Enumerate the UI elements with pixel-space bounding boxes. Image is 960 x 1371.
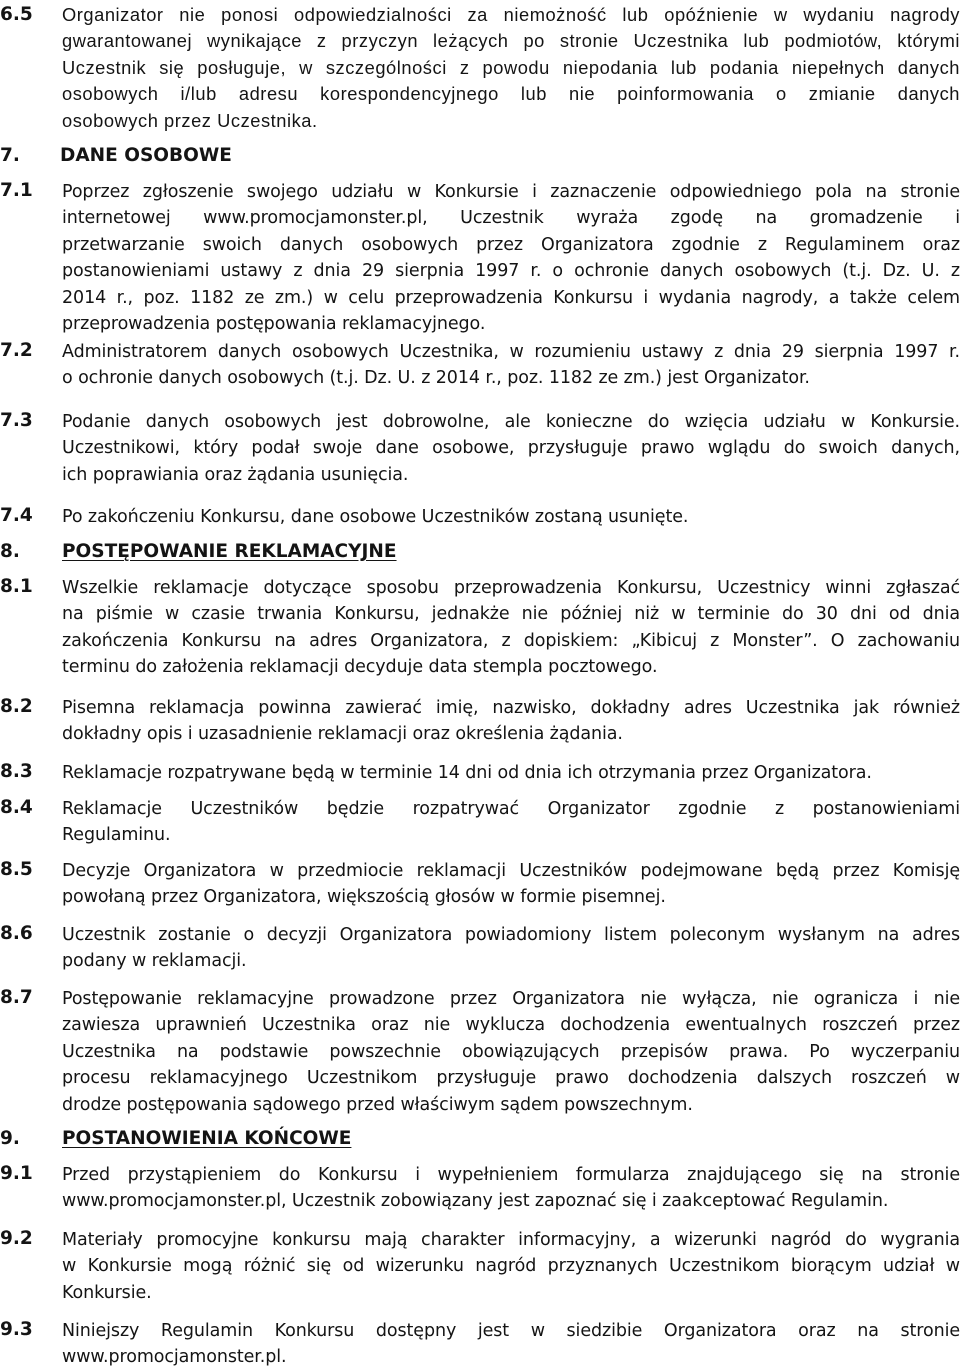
paragraph-text — [62, 796, 960, 849]
text-line: www.promocjamonster.pl, Uczestnik zobowiązany jest zapoznać się i zaakceptować Regulamin. — [62, 1191, 889, 1212]
paragraph-text — [62, 760, 960, 786]
text-line: Reklamacje Uczestników będzie rozpatrywać Organizator zgodnie z postanowieniami — [62, 799, 960, 819]
text-line: Administratorem danych osobowych Uczestnika, w rozumieniu ustawy z dnia 29 sierpnia 1997 r. — [62, 342, 960, 362]
text-line: Materiały promocyjne konkursu mają charakter informacyjny, a wizerunki nagród do wygrania — [62, 1230, 960, 1250]
paragraph-number: 7.1 — [0, 180, 33, 201]
text-line: Decyzje Organizatora w przedmiocie reklamacji Uczestników podejmowane będą przez Komisję — [62, 861, 960, 881]
text-line: Przed przystąpieniem do Konkursu i wypełnieniem formularza znajdującego się na stronie — [62, 1165, 960, 1185]
paragraph-number: 8.7 — [0, 987, 33, 1008]
text-line: Regulaminu. — [62, 825, 171, 846]
paragraph-number: 9.2 — [0, 1228, 33, 1249]
text-line: podany w reklamacji. — [62, 951, 247, 972]
paragraph-number: 8.3 — [0, 761, 33, 782]
paragraph-text — [62, 339, 960, 392]
text-line: terminu do założenia reklamacji decyduje data stempla pocztowego. — [62, 657, 658, 678]
paragraph-text — [62, 1318, 960, 1371]
section-title: POSTĘPOWANIE REKLAMACYJNE — [62, 541, 397, 562]
text-line: Podanie danych osobowych jest dobrowolne, ale konieczne do wzięcia udziału w Konkursie. — [62, 412, 960, 432]
text-line: Organizator nie ponosi odpowiedzialności za niemożność lub opóźnienie w wydaniu nagrody — [62, 4, 960, 25]
paragraph-number: 8.5 — [0, 859, 33, 880]
text-line: Poprzez zgłoszenie swojego udziału w Konkursie i zaznaczenie odpowiedniego pola na stronie — [62, 182, 960, 202]
text-line: Po zakończeniu Konkursu, dane osobowe Uczestników zostaną usunięte. — [62, 507, 689, 527]
paragraph-text — [62, 922, 960, 975]
text-line: gwarantowanej wynikające z przyczyn leżących po stronie Uczestnika lub podmiotów, którymi — [62, 30, 960, 52]
text-line: Uczestnik zostanie o decyzji Organizatora powiadomiony listem poleconym wysłanym na adres — [62, 925, 960, 945]
text-line: Reklamacje rozpatrywane będą w terminie 14 dni od dnia ich otrzymania przez Organizatora. — [62, 763, 872, 783]
text-line: o ochronie danych osobowych (t.j. Dz. U. z 2014 r., poz. 1182 ze zm.) jest Organizator. — [62, 368, 810, 389]
text-line: Konkursie. — [62, 1282, 152, 1303]
text-line: postanowieniami ustawy z dnia 29 sierpnia 1997 r. o ochronie danych osobowych (t.j. Dz. U. z — [62, 261, 960, 282]
paragraph-number: 8.4 — [0, 797, 33, 818]
text-line: procesu reklamacyjnego Uczestnikom przysługuje prawo dochodzenia dalszych roszczeń w — [62, 1068, 960, 1089]
paragraph-text — [62, 575, 960, 681]
text-line: osobowych przez Uczestnika. — [62, 109, 318, 131]
section-number: 8. — [0, 541, 20, 562]
text-line: zakończenia Konkursu na adres Organizatora, z dopiskiem: „Kibicuj z Monster”. O zachowaniu — [62, 630, 960, 651]
text-line: na piśmie w czasie trwania Konkursu, jednakże nie później niż w terminie do 30 dni od dnia — [62, 604, 960, 625]
paragraph-text — [62, 986, 960, 1118]
text-line: ich poprawiania oraz żądania usunięcia. — [62, 464, 409, 485]
paragraph-number: 9.3 — [0, 1319, 33, 1340]
text-line: Uczestnikowi, który podał swoje dane osobowe, przysługuje prawo wglądu do swoich danych, — [62, 438, 960, 459]
text-line: osobowych i/lub adresu korespondencyjnego lub nie poinformowania o zmianie danych — [62, 83, 960, 105]
paragraph-number: 7.4 — [0, 505, 33, 526]
paragraph-text — [62, 2, 960, 134]
text-line: Postępowanie reklamacyjne prowadzone przez Organizatora nie wyłącza, nie ogranicza i nie — [62, 989, 960, 1009]
paragraph-number: 8.2 — [0, 696, 33, 717]
text-line: zawiesza uprawnień Uczestnika oraz nie wyklucza dochodzenia ewentualnych roszczeń przez — [62, 1015, 960, 1036]
text-line: Wszelkie reklamacje dotyczące sposobu przeprowadzenia Konkursu, Uczestnicy winni zgłaszać — [62, 578, 960, 598]
text-line: Uczestnika na podstawie powszechnie obowiązujących przepisów prawa. Po wyczerpaniu — [62, 1041, 960, 1062]
text-line: drodze postępowania sądowego przed właściwym sądem powszechnym. — [62, 1094, 693, 1115]
paragraph-text — [62, 695, 960, 748]
paragraph-text — [62, 504, 960, 530]
text-line: powołaną przez Organizatora, większością głosów w formie pisemnej. — [62, 887, 666, 908]
paragraph-number: 7.3 — [0, 410, 33, 431]
section-title: POSTANOWIENIA KOŃCOWE — [62, 1128, 352, 1149]
text-line: przetwarzanie swoich danych osobowych przez Organizatora zgodnie z Regulaminem oraz — [62, 234, 960, 255]
paragraph-number: 7.2 — [0, 340, 33, 361]
section-number: 7. — [0, 145, 20, 166]
text-line: przeprowadzenia postępowania reklamacyjnego. — [62, 313, 486, 334]
paragraph-text — [62, 858, 960, 911]
paragraph-text — [62, 409, 960, 488]
section-number: 9. — [0, 1128, 20, 1149]
text-line: www.promocjamonster.pl. — [62, 1347, 287, 1368]
text-line: Uczestnik się posługuje, w szczególności z powodu niepodania lub podania niepełnych danych — [62, 56, 960, 78]
text-line: w Konkursie mogą różnić się od wizerunku nagród przyznanych Uczestnikom biorącym udział w — [62, 1256, 960, 1277]
text-line: Pisemna reklamacja powinna zawierać imię, nazwisko, dokładny adres Uczestnika jak również — [62, 698, 960, 718]
text-line: Niniejszy Regulamin Konkursu dostępny jest w siedzibie Organizatora oraz na stronie — [62, 1321, 960, 1341]
paragraph-text — [62, 179, 960, 337]
paragraph-text — [62, 1162, 960, 1215]
text-line: 2014 r., poz. 1182 ze zm.) w celu przeprowadzenia Konkursu i wydania nagrody, a także celem — [62, 287, 960, 308]
paragraph-number: 6.5 — [0, 4, 33, 25]
section-title: DANE OSOBOWE — [60, 145, 232, 166]
text-line: internetowej www.promocjamonster.pl, Uczestnik wyraża zgodę na gromadzenie i — [62, 208, 960, 229]
paragraph-number: 9.1 — [0, 1163, 33, 1184]
paragraph-number: 8.1 — [0, 576, 33, 597]
paragraph-text — [62, 1227, 960, 1306]
paragraph-number: 8.6 — [0, 923, 33, 944]
text-line: dokładny opis i uzasadnienie reklamacji oraz określenia żądania. — [62, 724, 623, 745]
